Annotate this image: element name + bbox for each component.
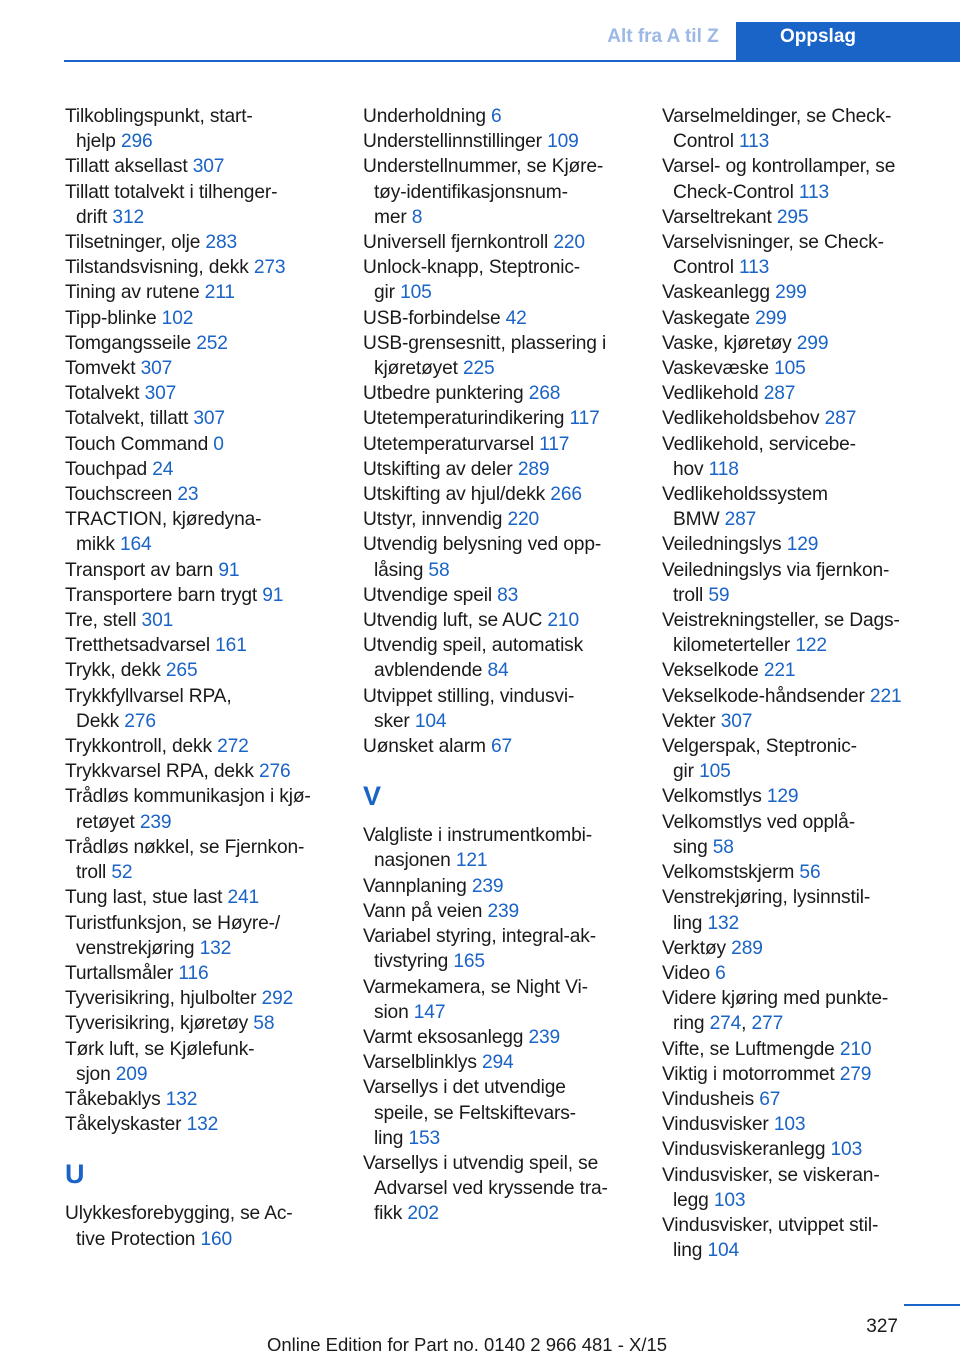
index-term: Verktøy [662,937,732,959]
page-reference-link[interactable]: 299 [775,282,807,304]
index-entry [662,1037,952,1062]
page-reference-link[interactable]: 132 [199,937,232,959]
index-entry [662,1062,952,1087]
page-reference-link[interactable]: 301 [141,610,174,632]
index-term: Turistfunksjon, se Høyre-/ venstrekjøring [65,912,281,959]
index-term: Ulykkesforebygging, se Ac- tive Protection [65,1203,293,1250]
page-reference-link[interactable]: 117 [539,433,570,455]
index-term: Veiledningslys via fjernkon- troll [662,559,890,606]
page-reference-link[interactable]: 274 [709,1013,742,1035]
page-reference-link[interactable]: 276 [258,761,291,783]
page-reference-link[interactable]: 8 [411,206,423,228]
index-entry [65,608,350,633]
page-reference-link[interactable]: 221 [763,660,796,682]
index-term: Vindusviskeranlegg [662,1139,831,1161]
page-reference-link[interactable]: 299 [796,332,829,354]
index-entry [662,885,952,935]
chapter-tab [736,22,960,62]
page-reference-link[interactable]: 105 [699,761,731,783]
page-reference-link[interactable]: 147 [413,1001,446,1023]
index-entry [65,406,350,431]
index-entry [662,709,952,734]
index-term: Trådløs kommunikasjon i kjø- retøyet [65,786,311,833]
index-entry [363,975,651,1025]
page-reference-link[interactable]: 277 [751,1013,784,1035]
index-entry [363,255,651,305]
index-entry [662,406,952,431]
index-entry [662,936,952,961]
index-entry [65,381,350,406]
page-reference-link[interactable]: 307 [193,408,225,430]
index-column-3 [662,104,952,1263]
index-term: Transport av barn [65,559,219,581]
index-entry [363,331,651,381]
index-entry [363,734,651,759]
index-entry [65,759,350,784]
page-reference-link[interactable]: 102 [161,307,194,329]
page-reference-link[interactable]: 287 [724,509,757,531]
index-entry [363,507,651,532]
index-term: Tillatt totalvekt i tilhenger- drift [65,181,278,228]
index-term: Tomgangsseile [65,332,197,354]
index-entry [65,432,350,457]
index-term: Velkomstlys [662,786,767,808]
index-term: Velgerspak, Steptronic- gir [662,736,857,783]
index-entry [662,734,952,784]
index-entry [65,482,350,507]
index-entry [363,633,651,683]
page-reference-link[interactable]: 289 [517,458,550,480]
page-reference-link[interactable]: 279 [839,1063,872,1085]
index-entry [65,104,350,154]
index-entry [65,154,350,179]
index-term: Valgliste i instrumentkombi- nasjonen [363,825,592,872]
page-reference-link[interactable]: 307 [720,710,753,732]
index-term: Utetemperaturindikering [363,408,570,430]
index-entry [65,306,350,331]
index-term: Vindusvisker, se viskeran- legg [662,1164,880,1211]
index-term: Utskifting av hjul/dekk [363,484,551,506]
page-reference-link[interactable]: 307 [192,156,225,178]
page-reference-link[interactable]: 211 [204,282,235,304]
index-term: Varsellys i utvendig speil, se Advarsel ved kryssende tra- fikk [363,1152,608,1225]
index-term: Trådløs nøkkel, se Fjernkon- troll [65,836,305,884]
index-entry [662,784,952,809]
index-entry [662,1213,952,1263]
index-term: Viktig i motorrommet [662,1063,840,1085]
index-term: Touchscreen [65,484,178,506]
index-term: Vifte, se Luftmengde [662,1038,840,1060]
index-term: Unlock-knapp, Steptronic- gir [363,257,581,304]
page-reference-link[interactable]: 202 [407,1203,439,1225]
page-reference-link[interactable]: 117 [569,408,600,430]
page-reference-link[interactable]: 307 [140,358,173,380]
index-entry [65,558,350,583]
page-reference-link[interactable]: 296 [120,131,153,153]
index-entry [363,306,651,331]
index-entry [363,899,651,924]
index-entry [363,104,651,129]
index-term: Tilsetninger, olje [65,232,206,254]
index-term: Vaskeanlegg [662,282,776,304]
index-term: Trykkvarsel RPA, dekk [65,761,259,783]
page-reference-link[interactable]: 129 [766,786,799,808]
index-term: Tilkoblingspunkt, start- hjelp [65,106,253,153]
index-term: Totalvekt [65,383,145,405]
index-term: Utvendig luft, se AUC [363,610,548,632]
index-term: Touch Command [65,433,214,455]
index-entry [662,356,952,381]
index-term: Utskifting av deler [363,458,518,480]
index-entry [363,608,651,633]
index-term: Tre, stell [65,610,142,632]
page-reference-link[interactable]: 58 [712,836,734,858]
index-term: Tining av rutene [65,282,205,304]
index-term: Vedlikehold, servicebe- hov [662,433,856,480]
index-term: Trykkfyllvarsel RPA, Dekk [65,685,232,732]
index-entry: Videre kjøring med punkte- ring 274, 277 [662,988,889,1035]
page-reference-link[interactable]: 83 [497,584,519,606]
page-reference-link[interactable]: 160 [200,1228,233,1250]
index-term: Utvendig belysning ved opp- låsing [363,534,602,581]
index-term: Understellinnstillinger [363,131,548,153]
page-reference-link[interactable]: 239 [487,900,520,922]
index-term: Vannplaning [363,875,472,897]
index-term: Vaskegate [662,307,756,329]
index-entry [65,280,350,305]
index-entry [65,1037,350,1087]
index-entry [65,583,350,608]
index-entry [363,924,651,974]
index-term: Velkomstlys ved opplå- sing [662,811,855,858]
index-entry [662,205,952,230]
index-term: Turtallsmåler [65,962,179,984]
page-reference-link[interactable]: 103 [713,1189,746,1211]
page-reference-link[interactable]: 266 [550,484,582,506]
index-term: Vaskevæske [662,358,775,380]
page-number: 327 [866,1316,898,1337]
index-entry [662,961,952,986]
index-term: Tyverisikring, kjøretøy [65,1013,254,1035]
index-entry [363,381,651,406]
index-column-1 [65,104,350,1252]
page-reference-link[interactable]: 283 [205,232,237,254]
index-term: Varmekamera, se Night Vi- sion [363,976,588,1023]
index-term: Universell fjernkontroll [363,232,554,254]
page-reference-link[interactable]: 129 [786,534,819,556]
page-reference-link[interactable]: 276 [124,710,156,732]
index-entry [662,432,952,482]
index-term: Tillatt aksellast [65,156,193,178]
index-entry [65,1011,350,1036]
index-entry [662,810,952,860]
index-entry [65,961,350,986]
index-entry [65,885,350,910]
index-term: Videre kjøring med punkte- ring [662,988,889,1035]
edition-footer: Online Edition for Part no. 0140 2 966 481 - X/15 [267,1334,668,1355]
page-reference-link[interactable]: 104 [707,1240,740,1262]
page-reference-link[interactable]: 221 [869,685,902,707]
index-entry [65,255,350,280]
index-term: Tørk luft, se Kjølefunk- sjon [65,1038,255,1085]
index-term: Touchpad [65,458,153,480]
page-header [0,0,960,62]
page-reference-link[interactable]: 265 [165,660,198,682]
index-term: Varselmeldinger, se Check- Control [662,106,892,153]
page-reference-link[interactable]: 122 [795,635,827,657]
index-term: Vindusvisker [662,1114,774,1136]
page-reference-link[interactable]: 113 [739,257,770,279]
index-term: TRACTION, kjøredyna- mikk [65,509,262,556]
index-entry [363,823,651,873]
page-reference-link[interactable]: 209 [115,1063,148,1085]
index-entry [662,608,952,658]
section-title: Alt fra A til Z [607,26,719,47]
index-term: Trykk, dekk [65,660,166,682]
index-term: Transportere barn trygt [65,584,263,606]
page-reference-link[interactable]: 0 [213,433,224,455]
page-reference-link[interactable]: 292 [261,988,294,1010]
index-term: Tomvekt [65,358,141,380]
page-reference-link[interactable]: 103 [830,1139,863,1161]
page-reference-link[interactable]: 91 [218,559,240,581]
index-entry [363,1050,651,1075]
page-reference-link[interactable]: 287 [824,408,857,430]
index-entry [65,180,350,230]
index-entry [65,1201,350,1251]
page-reference-link[interactable]: 109 [547,131,579,153]
index-term: Variabel styring, integral-ak- tivstyring [363,926,596,973]
index-letter-heading: U [65,1159,85,1190]
index-term: Venstrekjøring, lysinnstil- ling [662,887,871,934]
page-reference-link[interactable]: 105 [400,282,432,304]
index-entry [662,482,952,532]
index-entry [662,154,952,204]
index-entry [363,1025,651,1050]
index-entry [662,104,952,154]
chapter-tab-label: Oppslag [779,26,856,47]
page-reference-link[interactable]: 113 [798,181,830,203]
index-term: Utvippet stilling, vindusvi- sker [363,685,575,732]
index-letter-heading: V [363,781,382,812]
page-reference-link[interactable]: 252 [196,332,228,354]
page-reference-link[interactable]: 239 [528,1026,561,1048]
index-entry [65,734,350,759]
index-term: Vekter [662,710,721,732]
index-entry [65,911,350,961]
index-term: Tilstandsvisning, dekk [65,257,254,279]
page-reference-link[interactable]: 161 [215,635,247,657]
page-reference-link[interactable]: 239 [471,875,504,897]
page-reference-link[interactable]: 104 [414,710,447,732]
index-entry [662,1112,952,1137]
page-reference-link[interactable]: 153 [408,1127,441,1149]
index-term: Veistrekningsteller, se Dags- kilometerteller [662,610,900,657]
page-reference-link[interactable]: 294 [481,1052,514,1074]
index-entry [363,154,651,230]
index-entry [65,230,350,255]
index-entry [662,381,952,406]
page-reference-link[interactable]: 42 [505,307,527,329]
index-term: Vedlikeholdssystem BMW [662,484,828,531]
index-term: Tyverisikring, hjulbolter [65,988,262,1010]
index-term: Utetemperaturvarsel [363,433,540,455]
index-term: Utbedre punktering [363,383,529,405]
index-term: Varselvisninger, se Check- Control [662,232,884,279]
index-entry [662,1087,952,1112]
index-term: Vekselkode-håndsender [662,685,870,707]
header-rule [64,60,960,62]
page-reference-link[interactable]: 59 [708,584,730,606]
index-term: Utvendige speil [363,584,498,606]
page-reference-link[interactable]: 132 [707,912,740,934]
page-reference-link[interactable]: 312 [112,206,144,228]
index-term: Vedlikeholdsbehov [662,408,825,430]
index-entry [363,129,651,154]
index-entry [65,784,350,834]
index-entry [363,482,651,507]
index-term: Varseltrekant [662,206,777,228]
index-entry [662,331,952,356]
page-reference-link[interactable]: 164 [120,534,152,556]
index-entry [65,1112,350,1137]
page-reference-link[interactable]: 287 [763,383,796,405]
index-entry [65,331,350,356]
page-reference-link[interactable]: 103 [773,1114,806,1136]
index-entry [65,633,350,658]
index-entry [363,532,651,582]
index-entry [363,684,651,734]
index-term: Utvendig speil, automatisk avblendende [363,635,584,682]
page-reference-link[interactable]: 84 [487,660,509,682]
index-entry [65,507,350,557]
index-term: Vedlikehold [662,383,764,405]
page-reference-link[interactable]: 105 [774,358,806,380]
index-term: Vindusvisker, utvippet stil- ling [662,1214,879,1262]
index-column-2 [363,104,651,1227]
index-term: Varsel- og kontrollamper, se Check-Control [662,156,896,203]
index-entry [65,835,350,885]
index-entry [363,457,651,482]
page-reference-link[interactable]: 121 [455,850,488,872]
index-entry [65,658,350,683]
page-reference-link[interactable]: 58 [253,1013,275,1035]
page-reference-link[interactable]: 220 [507,509,540,531]
index-entry [65,1087,350,1112]
page-reference-link[interactable]: 23 [177,484,199,506]
index-entry [363,230,651,255]
page-reference-link[interactable]: 272 [217,736,249,758]
page-reference-link[interactable]: 132 [165,1088,198,1110]
index-term: Vindusheis [662,1088,760,1110]
index-entry [363,1075,651,1151]
index-term: Vaske, kjøretøy [662,332,797,354]
index-term: Tipp-blinke [65,307,162,329]
page-reference-link[interactable]: 210 [547,610,579,632]
page-reference-link[interactable]: 273 [253,257,286,279]
index-term: Trykkontroll, dekk [65,736,218,758]
index-term: Varmt eksosanlegg [363,1026,529,1048]
page-reference-link[interactable]: 24 [152,458,174,480]
index-entry [363,874,651,899]
index-term: Veiledningslys [662,534,787,556]
index-term: Velkomstskjerm [662,862,800,884]
index-term: Tåkelyskaster [65,1114,187,1136]
index-entry [363,583,651,608]
index-term: USB-forbindelse [363,307,506,329]
page-reference-link[interactable]: 56 [799,862,821,884]
index-entry [65,684,350,734]
index-term: Varsellys i det utvendige speile, se Feltskiftevars- ling [363,1077,576,1149]
index-entry [662,658,952,683]
page-reference-link[interactable]: 118 [708,458,739,480]
index-entry [662,558,952,608]
page-reference-link[interactable]: 165 [453,951,485,973]
index-entry [65,986,350,1011]
page-reference-link[interactable]: 67 [759,1088,781,1110]
page-reference-link[interactable]: 132 [186,1114,219,1136]
page-reference-link[interactable]: 210 [839,1038,872,1060]
page-reference-link[interactable]: 52 [111,862,133,884]
page-reference-link[interactable]: 116 [178,962,209,984]
index-term: Varselblinklys [363,1052,482,1074]
page-reference-link[interactable]: 299 [755,307,787,329]
index-term: Utstyr, innvendig [363,509,508,531]
index-entry [662,532,952,557]
page-number-rule [904,1304,960,1306]
page-reference-link[interactable]: 241 [227,887,260,909]
page-reference-link[interactable]: 307 [144,383,177,405]
index-entry [662,230,952,280]
index-entry [363,406,651,431]
index-term: Understellnummer, se Kjøre- tøy-identifikasjonsnum- mer [363,156,604,228]
index-term: Tung last, stue last [65,887,228,909]
index-term: Video [662,962,716,984]
page-reference-link[interactable]: 220 [553,232,585,254]
index-entry [662,306,952,331]
index-entry [662,1137,952,1162]
page-reference-link[interactable]: 6 [491,106,502,127]
page-reference-link[interactable]: 6 [715,962,726,984]
page-reference-link[interactable]: 58 [428,559,450,581]
page-reference-link[interactable]: 113 [739,131,770,153]
index-entry [662,684,952,709]
index-term: Underholdning [363,106,492,127]
index-term: Tretthetsadvarsel [65,635,216,657]
index-entry [363,1151,651,1227]
page-reference-link[interactable]: 225 [462,358,495,380]
page-reference-link[interactable]: 239 [139,811,172,833]
index-entry [65,356,350,381]
page-reference-link[interactable]: 91 [262,584,284,606]
index-term: USB-grensesnitt, plassering i kjøretøyet [363,332,607,380]
page-reference-link[interactable]: 289 [731,937,763,959]
index-entry [363,432,651,457]
index-term: Vann på veien [363,900,488,922]
index-entry [662,1163,952,1213]
page-reference-link[interactable]: 67 [490,736,513,758]
page-reference-link[interactable]: 268 [528,383,561,405]
index-term: Totalvekt, tillatt [65,408,194,430]
index-entry [65,457,350,482]
index-entry [662,860,952,885]
index-term: Vekselkode [662,660,764,682]
index-term: Tåkebaklys [65,1088,166,1110]
page-reference-link[interactable]: 295 [776,206,809,228]
index-entry [662,280,952,305]
index-term: Uønsket alarm [363,736,491,758]
